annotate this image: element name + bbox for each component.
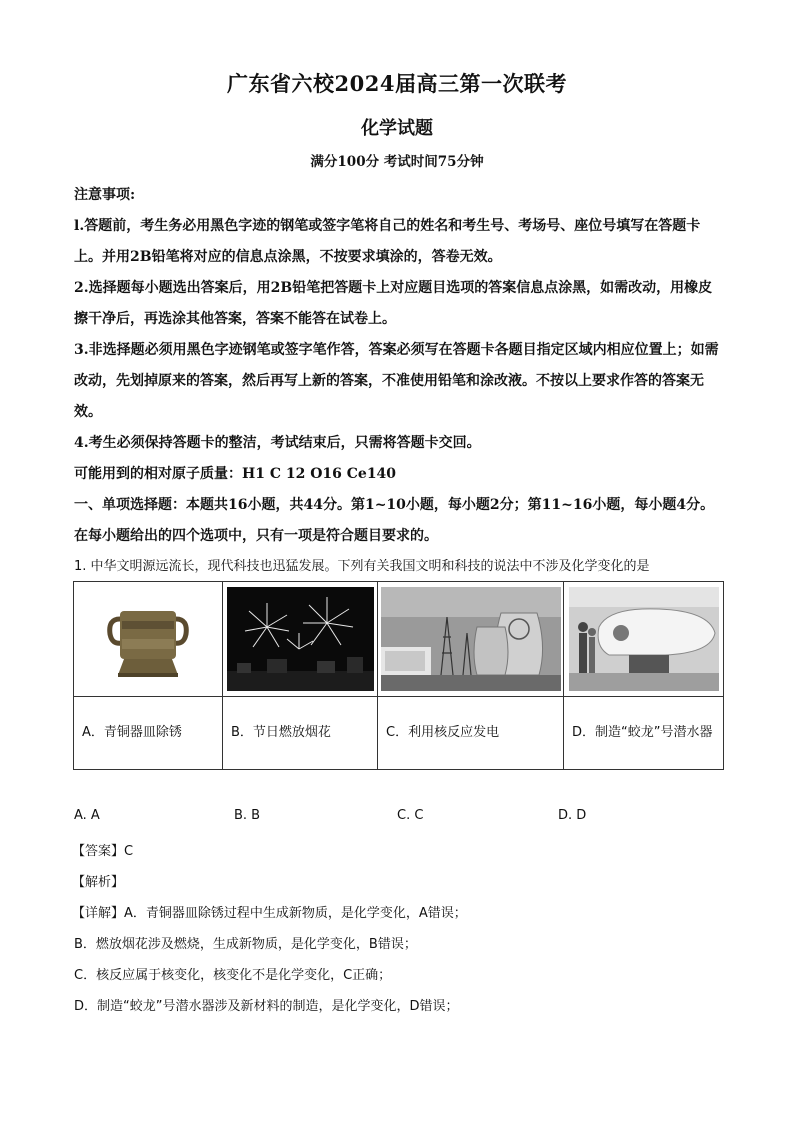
answer-line: 【答案】C xyxy=(72,844,134,859)
option-a-label: A．青铜器皿除锈 xyxy=(74,697,223,770)
detail-line-d: D．制造“蛟龙”号潜水器涉及新材料的制造，是化学变化，D错误； xyxy=(74,999,459,1014)
note-item-2: 2.选择题每小题选出答案后，用2B铅笔把答题卡上对应题目选项的答案信息点涂黑，如需改动，用橡皮擦干净后，再选涂其他答案，答案不能答在试卷上。 xyxy=(74,280,713,327)
option-b-image-cell xyxy=(223,582,378,697)
question-1-stem: 1. 中华文明源远流长，现代科技也迅猛发展。下列有关我国文明和科技的说法中不涉及化学变化的是 xyxy=(74,559,650,574)
atomic-mass-line: 可能用到的相对原子质量：H1 C 12 O16 Ce140 xyxy=(74,466,397,482)
note-item-1: l.答题前，考生务必用黑色字迹的钢笔或签字笔将自己的姓名和考生号、考场号、座位号填写在答题卡上。并用2B铅笔将对应的信息点涂黑，不按要求填涂的，答卷无效。 xyxy=(74,218,701,265)
choice-d: D. D xyxy=(558,808,587,823)
bronze-vessel-image xyxy=(88,589,208,689)
nuclear-plant-image xyxy=(381,587,561,691)
question-1-options-table xyxy=(73,581,724,770)
choice-a: A. A xyxy=(74,808,100,823)
note-item-3: 3.非选择题必须用黑色字迹钢笔或签字笔作答，答案必须写在答题卡各题目指定区域内相应位置上；如需改动，先划掉原来的答案，然后再写上新的答案，不准使用铅笔和涂改液。不按以上要求作答的答案无效。 xyxy=(74,342,719,420)
note-item-4: 4.考生必须保持答题卡的整洁，考试结束后，只需将答题卡交回。 xyxy=(74,435,481,451)
notes-heading: 注意事项: xyxy=(74,187,136,203)
choice-c: C. C xyxy=(397,808,424,823)
option-c-label: C．利用核反应发电 xyxy=(378,697,564,770)
fireworks-image xyxy=(227,587,374,691)
section-heading: 一、单项选择题：本题共16小题，共44分。第1~10小题，每小题2分；第11~16小题，每小题4分。在每小题给出的四个选项中，只有一项是符合题目要求的。 xyxy=(74,497,715,544)
option-d-label: D．制造“蛟龙”号潜水器 xyxy=(564,697,724,770)
analysis-heading: 【解析】 xyxy=(72,875,125,890)
detail-line-b: B．燃放烟花涉及燃烧，生成新物质，是化学变化，B错误； xyxy=(74,937,417,952)
exam-subject: 化学试题 xyxy=(361,118,433,139)
exam-meta: 满分100分 考试时间75分钟 xyxy=(310,154,484,170)
detail-line-a: 【详解】A．青铜器皿除锈过程中生成新物质，是化学变化，A错误； xyxy=(72,906,467,921)
notes-block xyxy=(74,180,724,552)
option-d-image-cell xyxy=(564,582,724,697)
choice-b: B. B xyxy=(234,808,261,823)
option-a-image-cell xyxy=(74,582,223,697)
exam-title: 广东省六校2024届高三第一次联考 xyxy=(227,71,567,96)
option-b-label: B．节日燃放烟花 xyxy=(223,697,378,770)
detail-line-c: C．核反应属于核变化，核变化不是化学变化，C正确； xyxy=(74,968,392,983)
option-c-image-cell xyxy=(378,582,564,697)
submersible-image xyxy=(569,587,719,691)
